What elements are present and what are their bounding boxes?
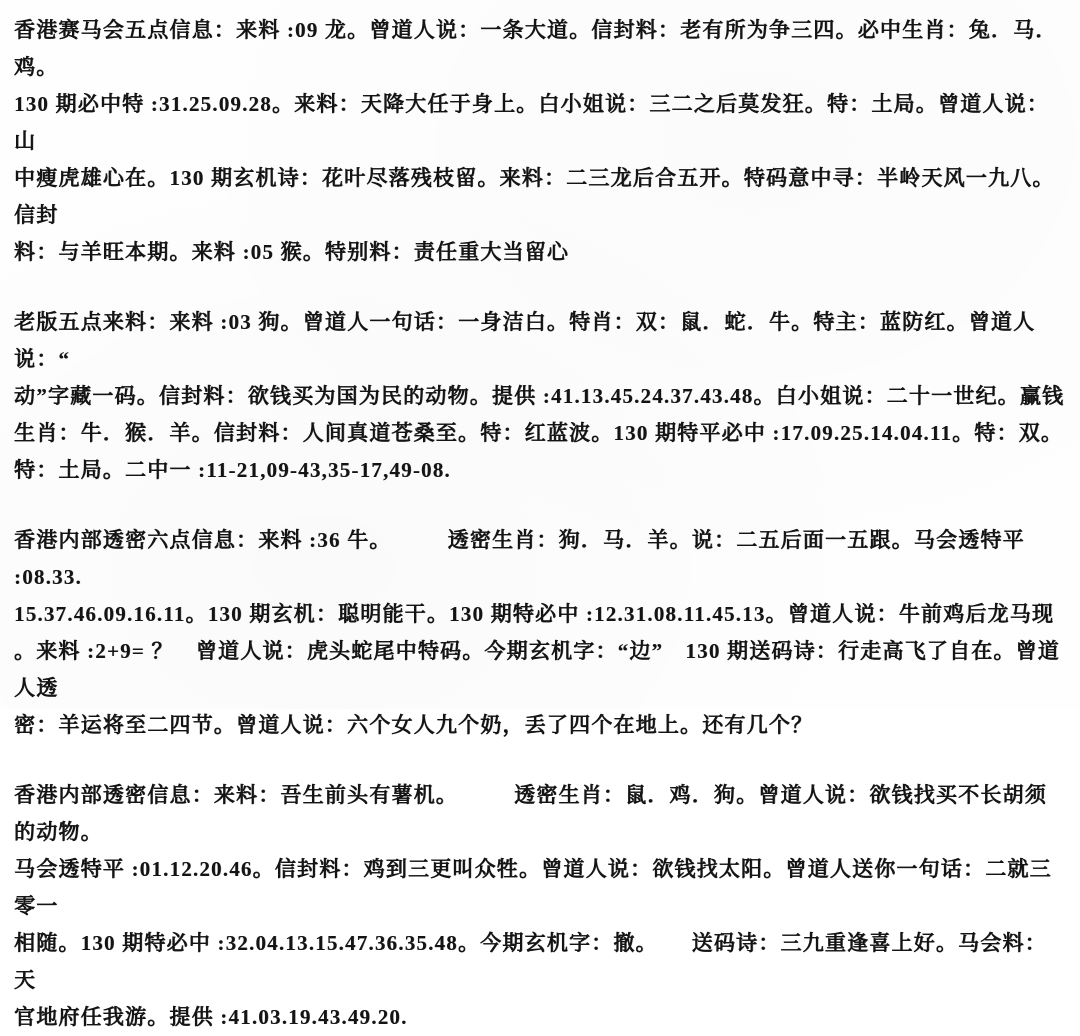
text-line: 15.37.46.09.16.11。130 期玄机：聪明能干。130 期特必中 :12.31.08.11.45.13。曾道人说：牛前鸡后龙马现 bbox=[14, 602, 1055, 626]
text-line: 料：与羊旺本期。来料 :05 猴。特别料：责任重大当留心 bbox=[14, 240, 570, 264]
text-line: 相随。130 期特必中 :32.04.13.15.47.36.35.48。今期玄机字：撤。 送码诗：三九重逢喜上好。马会料：天 bbox=[14, 931, 1047, 992]
text-line: 密：羊运将至二四节。曾道人说：六个女人九个奶，丢了四个在地上。还有几个？ bbox=[14, 713, 814, 737]
text-line: 老版五点来料：来料 :03 狗。曾道人一句话：一身洁白。特肖：双：鼠．蛇．牛。特主：蓝防红。曾道人说：“ bbox=[14, 310, 1036, 371]
paragraph-hk-internal-info bbox=[14, 777, 1066, 1036]
text-line: 马会透特平 :01.12.20.46。信封料：鸡到三更叫众牲。曾道人说：欲钱找太阳。曾道人送你一句话：二就三零一 bbox=[14, 857, 1052, 918]
text-line: 130 期必中特 :31.25.09.28。来料：天降大任于身上。白小姐说：三二之后莫发狂。特：土局。曾道人说：山 bbox=[14, 92, 1049, 153]
text-line: 。来料 :2+9= ？ 曾道人说：虎头蛇尾中特码。今期玄机字：“边” 130 期送码诗：行走高飞了自在。曾道人透 bbox=[14, 639, 1060, 700]
text-line: 香港内部透密六点信息：来料 :36 牛。 透密生肖：狗．马．羊。说：二五后面一五跟。马会透特平 :08.33. bbox=[14, 528, 1032, 589]
paragraph-hk-internal-six-oclock-info bbox=[14, 522, 1066, 744]
text-line: 香港内部透密信息：来料：吾生前头有薯机。 透密生肖：鼠．鸡．狗。曾道人说：欲钱找买不长胡须的动物。 bbox=[14, 783, 1047, 844]
text-line: 香港赛马会五点信息：来料 :09 龙。曾道人说：一条大道。信封料：老有所为争三四。必中生肖：兔．马．鸡。 bbox=[14, 18, 1058, 79]
text-line: 生肖：牛．猴．羊。信封料：人间真道苍桑至。特：红蓝波。130 期特平必中 :17.09.25.14.04.11。特：双。 bbox=[14, 421, 1064, 445]
paragraph-hkjc-five-oclock-info bbox=[14, 12, 1066, 271]
paragraph-old-version-five-oclock bbox=[14, 304, 1066, 489]
text-line: 动”字藏一码。信封料：欲钱买为国为民的动物。提供 :41.13.45.24.37.43.48。白小姐说：二十一世纪。赢钱 bbox=[14, 384, 1065, 408]
text-line: 中瘦虎雄心在。130 期玄机诗：花叶尽落残枝留。来料：二三龙后合五开。特码意中寻：半岭天风一九八。信封 bbox=[14, 166, 1055, 227]
text-line: 官地府任我游。提供 :41.03.19.43.49.20. bbox=[14, 1005, 408, 1029]
text-line: 特：土局。二中一 :11-21,09-43,35-17,49-08. bbox=[14, 458, 451, 482]
